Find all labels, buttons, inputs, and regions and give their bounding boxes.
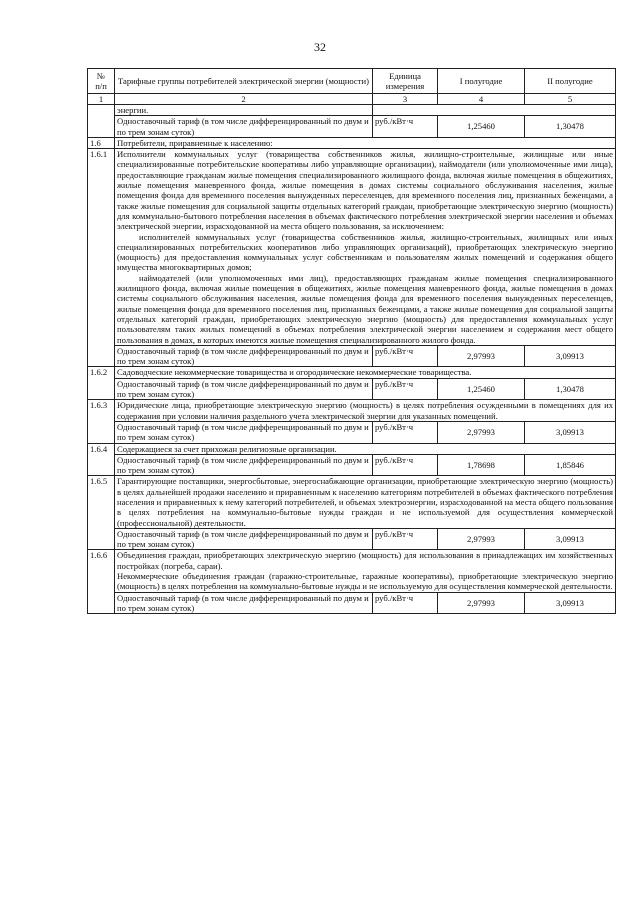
value-half1: 1,78698 bbox=[438, 454, 525, 476]
tariff-label: Одноставочный тариф (в том числе дифференцированный по двум и по трем зонам суток) bbox=[115, 378, 373, 400]
header-unit: Единица измерения bbox=[373, 69, 438, 94]
row-text: Гарантирующие поставщики, энергосбытовые, энергоснабжающие организации, приобретающие электрическую энергию (мощность) в целях дальнейшей продажи населению и приравненным к населению категориям потребителей в объемах фактического потребления населения и приравненных к нему категорий потребителей, и объемах электроэнергии, израсходованной на места общего пользования в целях потребления на коммунально-бытовые нужды граждан и не используемой для осуществления коммерческой (профессиональной) деятельности. bbox=[115, 476, 616, 528]
col-number: 3 bbox=[373, 94, 438, 105]
tariff-row bbox=[88, 421, 616, 443]
header-num: № п/п bbox=[88, 69, 115, 94]
row-text: Садоводческие некоммерческие товарищества и огороднические некоммерческие товарищества. bbox=[115, 367, 616, 378]
table-row bbox=[88, 367, 616, 378]
table-row bbox=[88, 105, 616, 116]
row-number: 1.6.3 bbox=[88, 400, 115, 443]
row-number: 1.6.2 bbox=[88, 367, 115, 400]
table-row bbox=[88, 550, 616, 592]
table-row bbox=[88, 400, 616, 422]
value-half2: 3,09913 bbox=[525, 528, 616, 550]
header-group: Тарифные группы потребителей электрической энергии (мощности) bbox=[115, 69, 373, 94]
value-half2: 3,09913 bbox=[525, 421, 616, 443]
value-half2: 1,30478 bbox=[525, 378, 616, 400]
row-text bbox=[115, 550, 616, 592]
col-number: 2 bbox=[115, 94, 373, 105]
col-number: 1 bbox=[88, 94, 115, 105]
unit-cell: руб./кВт·ч bbox=[373, 528, 438, 550]
tariff-label: Одноставочный тариф (в том числе дифференцированный по двум и по трем зонам суток) bbox=[115, 454, 373, 476]
unit-cell: руб./кВт·ч bbox=[373, 345, 438, 367]
continued-text: энергии. bbox=[115, 105, 373, 116]
row-paragraph: исполнителей коммунальных услуг (товарищества собственников жилья, жилищно-строительных, жилищных или иных специализированных потребительских кооперативов либо управляющих организаций), приобретающих электрическую энергию (мощность) для предоставления коммунальных услуг собственникам и пользователям жилых помещений и содержания общего имущества многоквартирных домов; bbox=[117, 231, 613, 273]
tariff-label: Одноставочный тариф (в том числе дифференцированный по двум и по трем зонам суток) bbox=[115, 116, 373, 138]
row-text bbox=[115, 149, 616, 346]
row-text: Потребители, приравненные к населению: bbox=[115, 137, 616, 148]
row-number: 1.6.4 bbox=[88, 443, 115, 476]
tariff-label: Одноставочный тариф (в том числе дифференцированный по двум и по трем зонам суток) bbox=[115, 528, 373, 550]
tariff-row bbox=[88, 345, 616, 367]
col-number: 5 bbox=[525, 94, 616, 105]
tariff-label: Одноставочный тариф (в том числе дифференцированный по двум и по трем зонам суток) bbox=[115, 421, 373, 443]
unit-cell: руб./кВт·ч bbox=[373, 116, 438, 138]
tariff-label: Одноставочный тариф (в том числе дифференцированный по двум и по трем зонам суток) bbox=[115, 345, 373, 367]
table-row bbox=[88, 137, 616, 148]
unit-cell: руб./кВт·ч bbox=[373, 592, 438, 614]
header-half2: II полугодие bbox=[525, 69, 616, 94]
unit-cell: руб./кВт·ч bbox=[373, 378, 438, 400]
row-paragraph: наймодателей (или уполномоченных ими лиц), предоставляющих гражданам жилые помещения специализированного жилищного фонда, включая жилые помещения в общежитиях, жилые помещения маневренного фонда, жилые помещения в домах системы социального обслуживания населения, жилые помещения фонда для временного поселения вынужденных переселенцев, жилые помещения фонда для временного поселения лиц, признанных беженцами, а также жилые помещения для социальной защиты отдельных категорий граждан, приобретающих электрическую энергию (мощность) для предоставления коммунальных услуг пользователям таких жилых помещений в объемах потребления электрической энергии населением и содержания мест общего пользования в домах, в которых имеются жилые помещения специализированного жилого фонда. bbox=[117, 272, 613, 345]
row-paragraph: Исполнители коммунальных услуг (товарищества собственников жилья, жилищно-строительные, жилищные или иные специализированные потребительские кооперативы либо управляющие организации), наймодатели (или уполномоченные ими лица), предоставляющие гражданам жилые помещения специализированного жилищного фонда, включая жилые помещения в общежитиях, жилые помещения маневренного фонда, жилые помещения в домах системы социального обслуживания населения, жилые помещения фонда для временного поселения вынужденных переселенцев, для временного поселения лиц, признанных беженцами, а также жилые помещения для социальной защиты отдельных категорий граждан, приобретающие электрическую энергию (мощность) для коммунально-бытового потребления населения в объемах фактического потребления электрической энергии населения и объемах электрической энергии, израсходованной на места общего пользования, за исключением: bbox=[117, 149, 613, 232]
tariff-row bbox=[88, 378, 616, 400]
row-paragraph: Некоммерческие объединения граждан (гаражно-строительные, гаражные кооперативы), приобретающие электрическую энергию (мощность) в целях потребления на коммунально-бытовые нужды и не используемую для осуществления коммерческой деятельности. bbox=[117, 571, 613, 592]
tariff-table bbox=[87, 68, 616, 614]
row-text: Содержащиеся за счет прихожан религиозные организации. bbox=[115, 443, 616, 454]
value-half2: 1,85846 bbox=[525, 454, 616, 476]
value-half2: 3,09913 bbox=[525, 592, 616, 614]
row-text: Юридические лица, приобретающие электрическую энергию (мощность) в целях потребления осужденными в помещениях для их содержания при условии наличия раздельного учета электрической энергии для указанных помещений. bbox=[115, 400, 616, 422]
value-half1: 2,97993 bbox=[438, 345, 525, 367]
tariff-row bbox=[88, 592, 616, 614]
value-half1: 1,25460 bbox=[438, 378, 525, 400]
row-number: 1.6.5 bbox=[88, 476, 115, 550]
table-header-row bbox=[88, 69, 616, 94]
unit-cell: руб./кВт·ч bbox=[373, 421, 438, 443]
tariff-row bbox=[88, 116, 616, 138]
value-half2: 3,09913 bbox=[525, 345, 616, 367]
unit-cell: руб./кВт·ч bbox=[373, 454, 438, 476]
value-half2: 1,30478 bbox=[525, 116, 616, 138]
row-paragraph: Объединения граждан, приобретающих электрическую энергию (мощность) для использования в принадлежащих им хозяйственных постройках (погреба, сараи). bbox=[117, 550, 613, 571]
page-number: 32 bbox=[314, 40, 326, 54]
row-number: 1.6 bbox=[88, 137, 115, 148]
value-half1: 2,97993 bbox=[438, 421, 525, 443]
row-number: 1.6.6 bbox=[88, 550, 115, 614]
column-number-row bbox=[88, 94, 616, 105]
value-half1: 2,97993 bbox=[438, 528, 525, 550]
row-number: 1.6.1 bbox=[88, 149, 115, 367]
tariff-row bbox=[88, 528, 616, 550]
header-half1: I полугодие bbox=[438, 69, 525, 94]
table-row bbox=[88, 476, 616, 528]
value-half1: 2,97993 bbox=[438, 592, 525, 614]
table-row bbox=[88, 443, 616, 454]
value-half1: 1,25460 bbox=[438, 116, 525, 138]
tariff-label: Одноставочный тариф (в том числе дифференцированный по двум и по трем зонам суток) bbox=[115, 592, 373, 614]
col-number: 4 bbox=[438, 94, 525, 105]
table-row bbox=[88, 149, 616, 346]
tariff-row bbox=[88, 454, 616, 476]
